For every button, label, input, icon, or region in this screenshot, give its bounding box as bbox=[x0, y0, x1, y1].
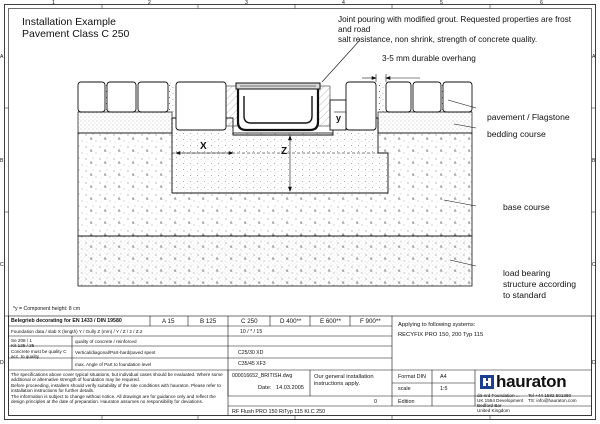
tb-address-3: Bedford Bar bbox=[477, 403, 502, 408]
tb-row4-text: Vertical/diagonal/Part-hard/paved spent bbox=[75, 350, 156, 355]
tb-row4-value: C25/30 XD bbox=[238, 350, 264, 356]
company-logo-text: hauraton bbox=[496, 372, 567, 391]
row-letter-a: A bbox=[0, 54, 4, 60]
tb-row2-value: 10 / * / 15 bbox=[240, 329, 263, 335]
tb-row4-label: Concrete must be quality C acc. to quality bbox=[11, 349, 67, 360]
dim-label-z: Z bbox=[281, 146, 288, 157]
label-base: base course bbox=[503, 202, 550, 212]
tb-format-value: A4 bbox=[440, 374, 447, 380]
tb-row3-label-b: Kit 125 / 25 bbox=[11, 343, 35, 348]
tb-format-label: Format DIN bbox=[398, 374, 426, 380]
dim-label-y: y bbox=[336, 113, 342, 123]
col-number-2: 2 bbox=[148, 0, 151, 6]
drawing-title-line2: Pavement Class C 250 bbox=[22, 28, 130, 40]
col-number-6: 6 bbox=[540, 0, 543, 6]
dim-label-x: X bbox=[200, 141, 207, 152]
tb-applying-label: Applying to following systems: bbox=[398, 322, 476, 328]
footnote: *y = Component height: 8 cm bbox=[13, 306, 81, 312]
tb-address-1: dä-nrd Foundation ... bbox=[477, 393, 520, 398]
tb-row5-text: max. Angle of Part to foundation level bbox=[75, 362, 152, 367]
tb-fine-print-1: The specifications above cover typical situations, but individual cases should be evaluated. Where some additional or alternative strength of foundation may be required. bbox=[11, 372, 223, 383]
tb-date-label: Date: bbox=[258, 385, 272, 391]
row-letter-c-right: C bbox=[592, 262, 596, 268]
col-number-1: 1 bbox=[52, 0, 55, 6]
tb-date-value: 14.03.2005 bbox=[276, 385, 304, 391]
label-load-line2: structure according bbox=[503, 279, 577, 289]
row-letter-c: C bbox=[0, 262, 4, 268]
tb-class-b125: B 125 bbox=[200, 318, 217, 325]
tb-email: TS: info@hauraton.com bbox=[528, 398, 577, 403]
row-letter-a-right: A bbox=[592, 54, 596, 60]
tb-header-label: Belegrieb decorating for EN 1433 / DIN 19580 bbox=[11, 318, 122, 324]
tb-row3-text: quality of concrete / reinforced bbox=[75, 339, 137, 344]
tb-footer-title: RF Flush PRO 150 RiTyp 115 Kl.C 250 bbox=[232, 409, 326, 415]
tb-general-note-line1: Our general installation bbox=[314, 374, 374, 380]
tb-scale-label: scale bbox=[398, 386, 411, 392]
tb-class-d400: D 400** bbox=[280, 318, 302, 325]
joint-note-line3: salt resistance, non shrink, strength of concrete quality. bbox=[338, 35, 538, 44]
load-bearing-layer bbox=[78, 236, 472, 286]
joint-note-line1: Joint pouring with modified grout. Requested properties are frost bbox=[338, 15, 572, 24]
col-number-4: 4 bbox=[342, 0, 345, 6]
tb-scale-value: 1:5 bbox=[440, 386, 448, 392]
label-load-line1: load bearing bbox=[503, 268, 551, 278]
tb-address-4: United Kingdom bbox=[477, 408, 510, 413]
tb-address-2: UK 1554 Development bbox=[477, 398, 524, 403]
label-pavement: pavement / Flagstone bbox=[487, 112, 570, 122]
overhang-note: 3-5 mm durable overhang bbox=[382, 54, 476, 63]
tb-class-a15: A 15 bbox=[162, 318, 175, 325]
label-bedding: bedding course bbox=[487, 129, 546, 139]
label-load-line3: to standard bbox=[503, 290, 546, 300]
tb-row2-label: Foundation data / slab X (length) Y / Gully Z (mm) / Y / Z / 2 / Z.2 bbox=[11, 329, 143, 334]
tb-class-f900: F 900** bbox=[360, 318, 381, 325]
tb-rev-value: 0 bbox=[374, 399, 377, 405]
joint-note-line2: and road bbox=[338, 25, 371, 34]
tb-class-e600: E 600** bbox=[320, 318, 341, 325]
tb-row5-value: C35/45 XF3 bbox=[238, 361, 266, 367]
row-letter-d: D bbox=[0, 360, 4, 366]
tb-class-c250: C 250 bbox=[241, 318, 258, 325]
row-letter-d-right: D bbox=[592, 360, 596, 366]
col-number-5: 5 bbox=[440, 0, 443, 6]
tb-fine-print-2: Before proceeding, installers should verify suitability of the site conditions with hauraton. Please refer to installation instructions for further details. bbox=[11, 383, 221, 394]
tb-drawing-id: 000016652_BRITISH.dwg bbox=[232, 373, 293, 379]
tb-fine-print-3: The information is subject to change without notice. All drawings are for guidance only and reflect the design principles at the date of preparation. Hauraton assumes no responsibility for deviations. bbox=[11, 394, 216, 405]
channel-body bbox=[236, 83, 320, 130]
tb-general-note-line2: instructions apply. bbox=[314, 381, 360, 387]
tb-applying-system: RECYFIX PRO 150, 200 Typ 115 bbox=[398, 332, 484, 338]
hauraton-logo-mark bbox=[480, 375, 494, 389]
col-number-3: 3 bbox=[245, 0, 248, 6]
drawing-title-line1: Installation Example bbox=[22, 16, 116, 28]
row-letter-b: B bbox=[0, 158, 4, 164]
tb-row3-label-a: Se 208 / 1 bbox=[11, 338, 32, 343]
row-letter-b-right: B bbox=[592, 158, 596, 164]
tb-edition-label: Edition bbox=[398, 399, 415, 405]
tb-phone: Tel +44 1582 501380 bbox=[528, 393, 572, 398]
